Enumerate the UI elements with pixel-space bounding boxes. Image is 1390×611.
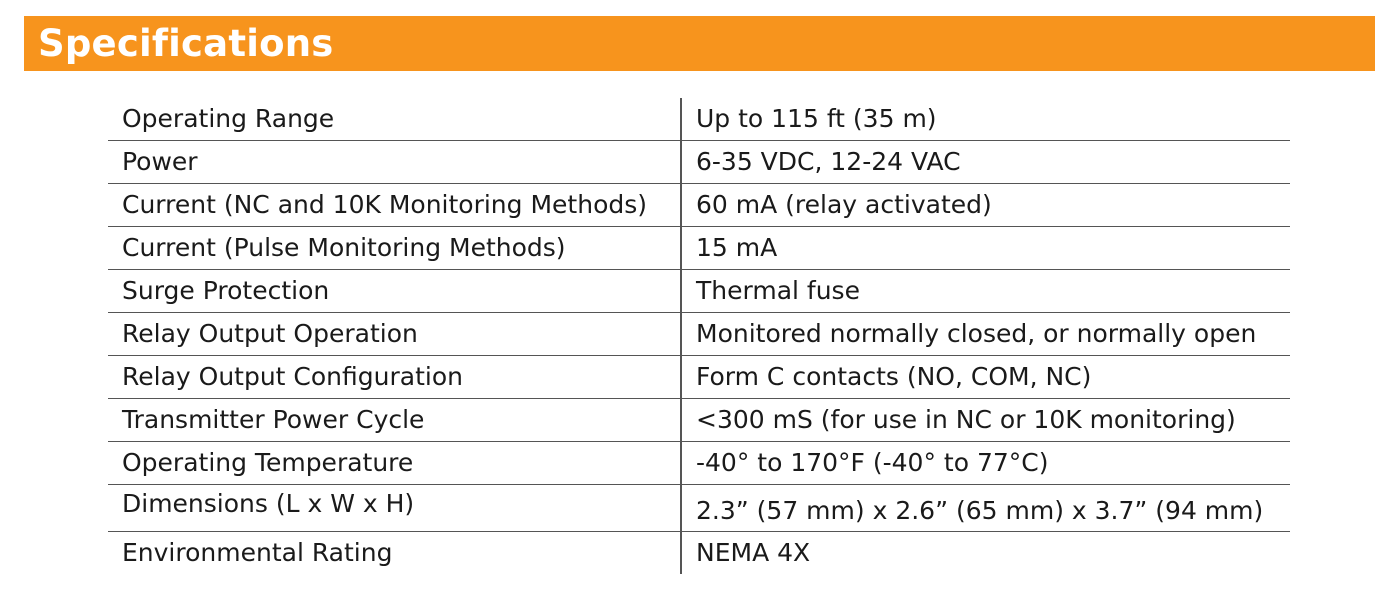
table-row: [108, 313, 1290, 356]
table-row: [108, 356, 1290, 399]
specifications-table: [108, 98, 1290, 574]
table-row: [108, 141, 1290, 184]
table-row: [108, 442, 1290, 485]
spec-label: Relay Output Operation: [108, 313, 682, 355]
spec-value: Thermal fuse: [696, 276, 860, 305]
spec-value: 2.3” (57 mm) x 2.6” (65 mm) x 3.7” (94 mm): [696, 496, 1264, 525]
spec-value: Form C contacts (NO, COM, NC): [696, 362, 1092, 391]
spec-value: <300 mS (for use in NC or 10K monitoring): [696, 405, 1236, 434]
spec-value: 15 mA: [696, 233, 778, 262]
spec-label: Relay Output Configuration: [108, 356, 682, 398]
table-row: [108, 270, 1290, 313]
table-row: [108, 485, 1290, 532]
table-row: [108, 399, 1290, 442]
spec-label: Operating Range: [108, 98, 682, 140]
section-header-bar: [24, 16, 1375, 71]
spec-value: -40° to 170°F (-40° to 77°C): [696, 448, 1049, 477]
spec-label: Environmental Rating: [108, 532, 682, 574]
spec-label: Current (Pulse Monitoring Methods): [108, 227, 682, 269]
spec-value: Monitored normally closed, or normally open: [696, 319, 1257, 348]
spec-label: Operating Temperature: [108, 442, 682, 484]
spec-value: 60 mA (relay activated): [696, 190, 992, 219]
spec-label: Current (NC and 10K Monitoring Methods): [108, 184, 682, 226]
spec-value: 6-35 VDC, 12-24 VAC: [696, 147, 961, 176]
spec-value: NEMA 4X: [696, 538, 811, 567]
section-title: Specifications: [38, 22, 334, 65]
table-row: [108, 184, 1290, 227]
spec-label: Transmitter Power Cycle: [108, 399, 682, 441]
spec-label: Power: [108, 141, 682, 183]
spec-label: Dimensions (L x W x H): [108, 485, 682, 531]
table-row: [108, 227, 1290, 270]
table-row: [108, 98, 1290, 141]
spec-value: Up to 115 ft (35 m): [696, 104, 937, 133]
table-row: [108, 532, 1290, 574]
spec-label: Surge Protection: [108, 270, 682, 312]
